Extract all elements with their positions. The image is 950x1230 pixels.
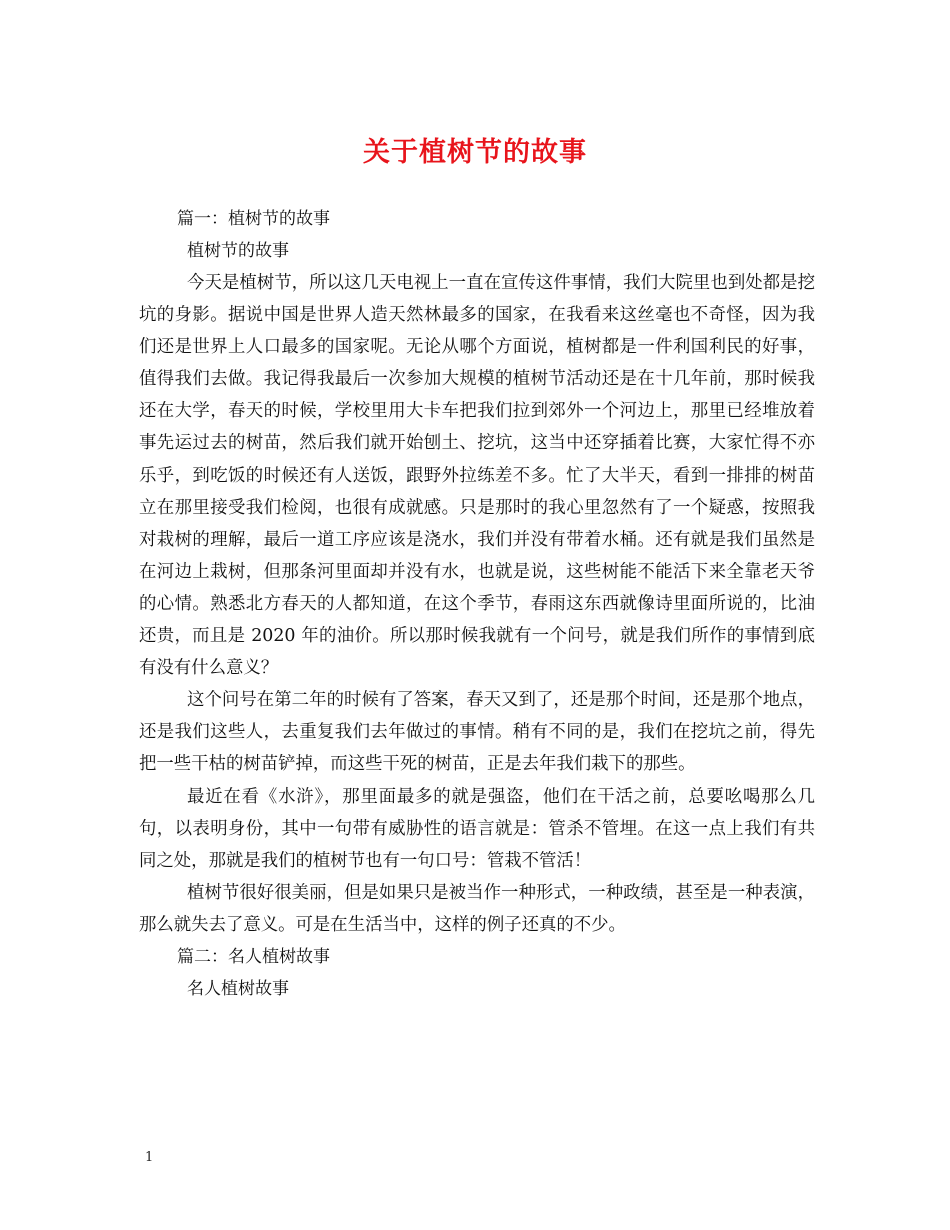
paragraph-2: 这个问号在第二年的时候有了答案，春天又到了，还是那个时间，还是那个地点，还是我们这些人，去重复我们去年做过的事情。稍有不同的是，我们在挖坑之前，得先把一些干枯的树苗铲掉，而这些干死的树苗，正是去年我们栽下的那些。 — [139, 690, 815, 775]
paragraph-4: 植树节很好很美丽，但是如果只是被当作一种形式，一种政绩，甚至是一种表演，那么就失去了意义。可是在生活当中，这样的例子还真的不少。 — [139, 882, 815, 935]
section-subheading-2: 名人植树故事 — [187, 978, 289, 999]
paragraph-3: 最近在看《水浒》，那里面最多的就是强盗，他们在干活之前，总要吆喝那么几句，以表明身份，其中一句带有威胁性的语言就是：管杀不管埋。在这一点上我们有共同之处，那就是我们的植树节也有一句口号：管栽不管活！ — [139, 786, 815, 871]
section-heading-2: 篇二：名人植树故事 — [177, 946, 330, 967]
page-title: 关于植树节的故事 — [363, 137, 587, 168]
section-subheading-1: 植树节的故事 — [187, 241, 289, 261]
page-number: 1 — [145, 1150, 154, 1165]
document-body — [139, 203, 815, 1005]
paragraph-1: 今天是植树节，所以这几天电视上一直在宣传这件事情，我们大院里也到处都是挖坑的身影。据说中国是世界人造天然林最多的国家，在我看来这丝毫也不奇怪，因为我们还是世界上人口最多的国家呢。无论从哪个方面说，植树都是一件利国利民的好事，值得我们去做。我记得我最后一次参加大规模的植树节活动还是在十几年前，那时候我还在大学，春天的时候，学校里用大卡车把我们拉到郊外一个河边上，那里已经堆放着事先运过去的树苗，然后我们就开始刨土、挖坑，这当中还穿插着比赛，大家忙得不亦乐乎，到吃饭的时候还有人送饭，跟野外拉练差不多。忙了大半天，看到一排排的树苗立在那里接受我们检阅，也很有成就感。只是那时的我心里忽然有了一个疑惑，按照我对栽树的理解，最后一道工序应该是浇水，我们并没有带着水桶。还有就是我们虽然是在河边上栽树，但那条河里面却并没有水，也就是说，这些树能不能活下来全靠老天爷的心情。熟悉北方春天的人都知道，在这个季节，春雨这东西就像诗里面所说的，比油还贵，而且是 2020 年的油价。所以那时候我就有一个问号，就是我们所作的事情到底有没有什么意义？ — [139, 273, 815, 679]
section-heading-1: 篇一：植树节的故事 — [177, 209, 330, 229]
